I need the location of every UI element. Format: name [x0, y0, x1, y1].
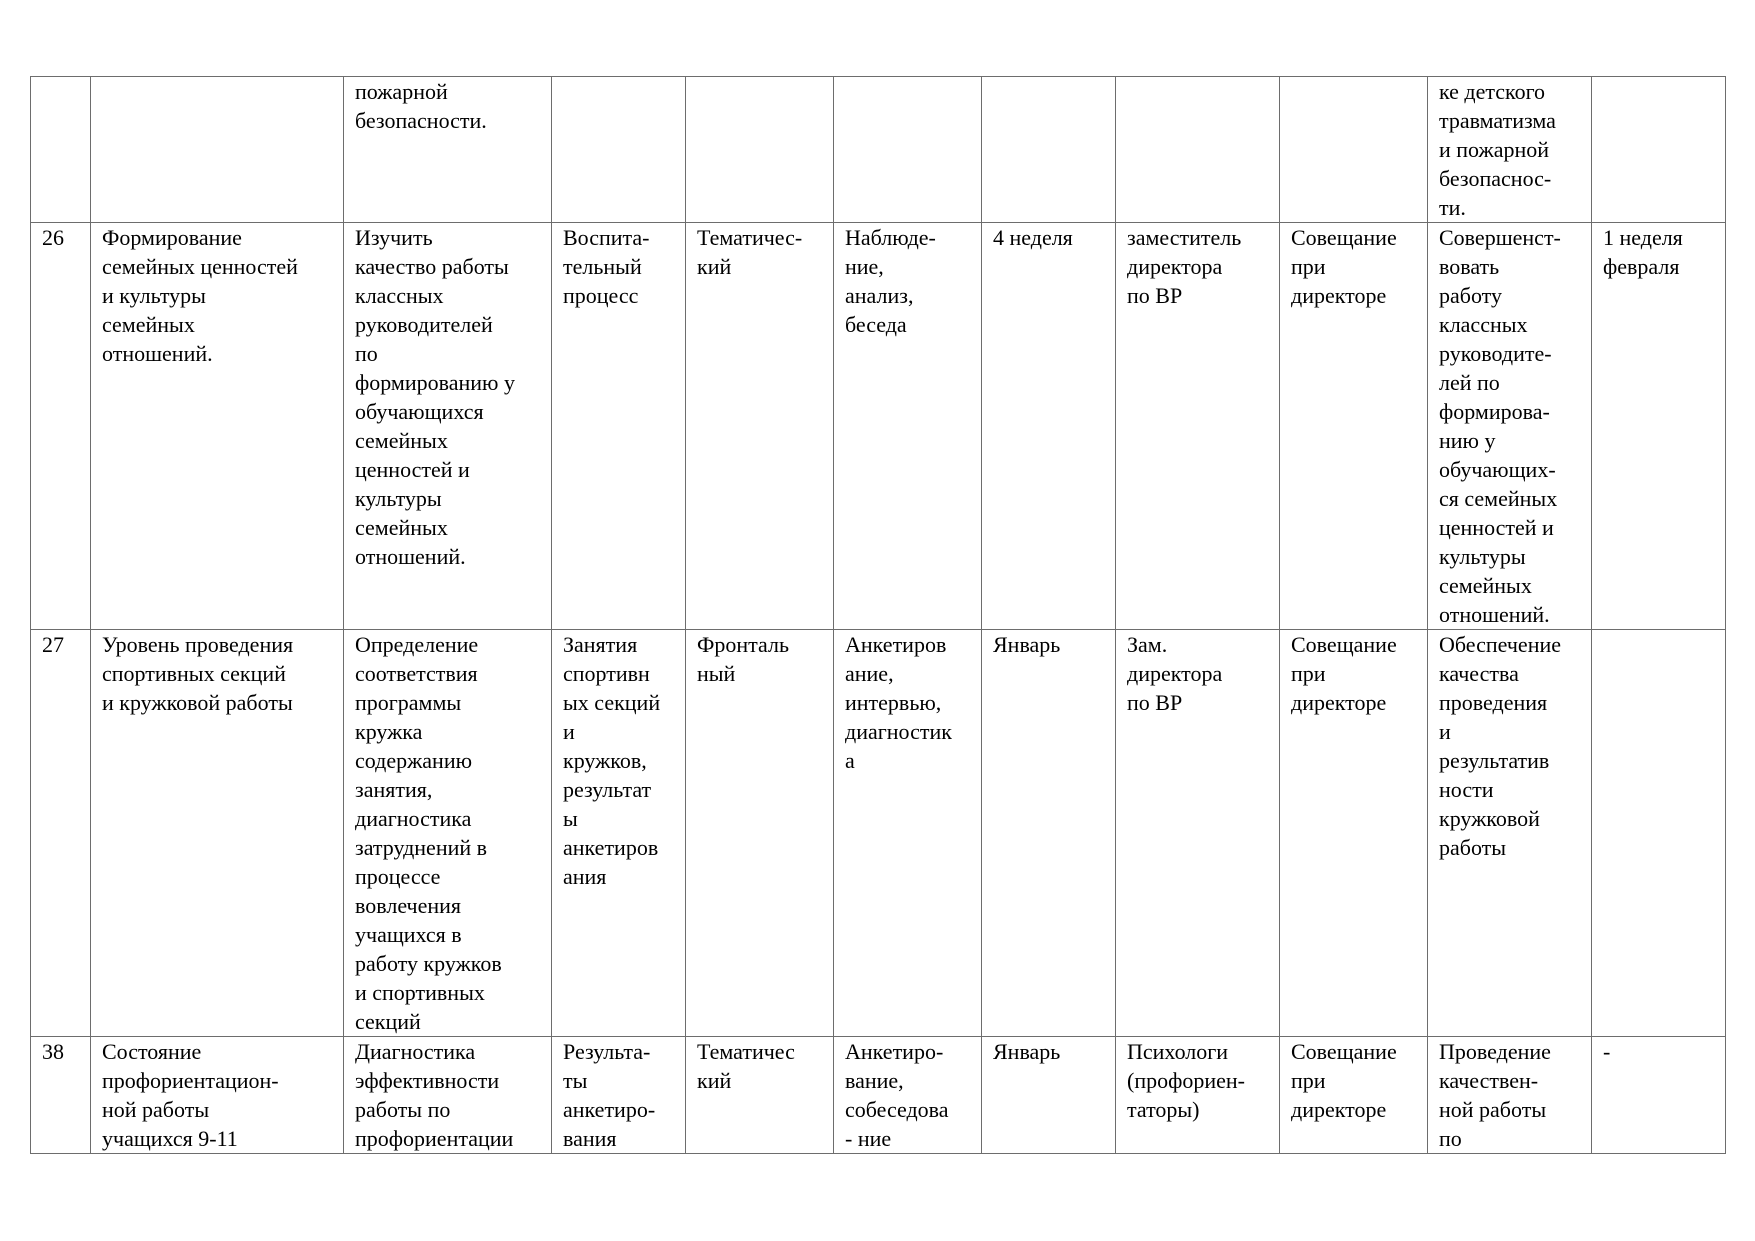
cell-control: -	[1592, 1037, 1726, 1154]
control-plan-table	[30, 76, 1726, 1154]
cell-kind: Тематичес- кий	[686, 223, 834, 630]
cell-topic: Состояние профориентацион- ной работы учащихся 9-11	[91, 1037, 344, 1154]
cell-number: 27	[31, 630, 91, 1037]
cell-number: 26	[31, 223, 91, 630]
cell-topic: Уровень проведения спортивных секций и кружковой работы	[91, 630, 344, 1037]
table-row	[31, 77, 1726, 223]
cell-decision: Обеспечение качества проведения и результатив ности кружковой работы	[1428, 630, 1592, 1037]
cell-method: Наблюде- ние, анализ, беседа	[834, 223, 982, 630]
table-row	[31, 223, 1726, 630]
cell-decision: ке детского травматизма и пожарной безопаснос- ти.	[1428, 77, 1592, 223]
cell-number: 38	[31, 1037, 91, 1154]
cell-summary: Совещание при директоре	[1280, 1037, 1428, 1154]
cell-kind	[686, 77, 834, 223]
table-row	[31, 630, 1726, 1037]
cell-object: Воспита- тельный процесс	[552, 223, 686, 630]
cell-goal: Определение соответствия программы кружка содержанию занятия, диагностика затруднений в процессе вовлечения учащихся в работу кружков и спортивных секций	[344, 630, 552, 1037]
cell-object: Занятия спортивн ых секций и кружков, результат ы анкетиров ания	[552, 630, 686, 1037]
cell-responsible	[1116, 77, 1280, 223]
cell-term: Январь	[982, 630, 1116, 1037]
cell-control	[1592, 630, 1726, 1037]
cell-term: 4 неделя	[982, 223, 1116, 630]
cell-method	[834, 77, 982, 223]
cell-summary	[1280, 77, 1428, 223]
cell-term: Январь	[982, 1037, 1116, 1154]
cell-decision: Проведение качествен- ной работы по	[1428, 1037, 1592, 1154]
cell-method: Анкетиров ание, интервью, диагностик а	[834, 630, 982, 1037]
cell-control: 1 неделя февраля	[1592, 223, 1726, 630]
cell-kind: Фронталь ный	[686, 630, 834, 1037]
cell-decision: Совершенст- вовать работу классных руководите- лей по формирова- нию у обучающих- ся семейных ценностей и культуры семейных отношений.	[1428, 223, 1592, 630]
cell-topic: Формирование семейных ценностей и культуры семейных отношений.	[91, 223, 344, 630]
cell-summary: Совещание при директоре	[1280, 223, 1428, 630]
cell-goal: Изучить качество работы классных руководителей по формированию у обучающихся семейных ценностей и культуры семейных отношений.	[344, 223, 552, 630]
cell-responsible: Психологи (профориен- таторы)	[1116, 1037, 1280, 1154]
cell-term	[982, 77, 1116, 223]
cell-goal: Диагностика эффективности работы по профориентации	[344, 1037, 552, 1154]
cell-object	[552, 77, 686, 223]
cell-number	[31, 77, 91, 223]
table-row	[31, 1037, 1726, 1154]
cell-responsible: заместитель директора по ВР	[1116, 223, 1280, 630]
cell-kind: Тематичес кий	[686, 1037, 834, 1154]
cell-goal: пожарной безопасности.	[344, 77, 552, 223]
cell-object: Результа- ты анкетиро- вания	[552, 1037, 686, 1154]
cell-control	[1592, 77, 1726, 223]
cell-responsible: Зам. директора по ВР	[1116, 630, 1280, 1037]
cell-summary: Совещание при директоре	[1280, 630, 1428, 1037]
cell-topic	[91, 77, 344, 223]
cell-method: Анкетиро- вание, собеседова - ние	[834, 1037, 982, 1154]
